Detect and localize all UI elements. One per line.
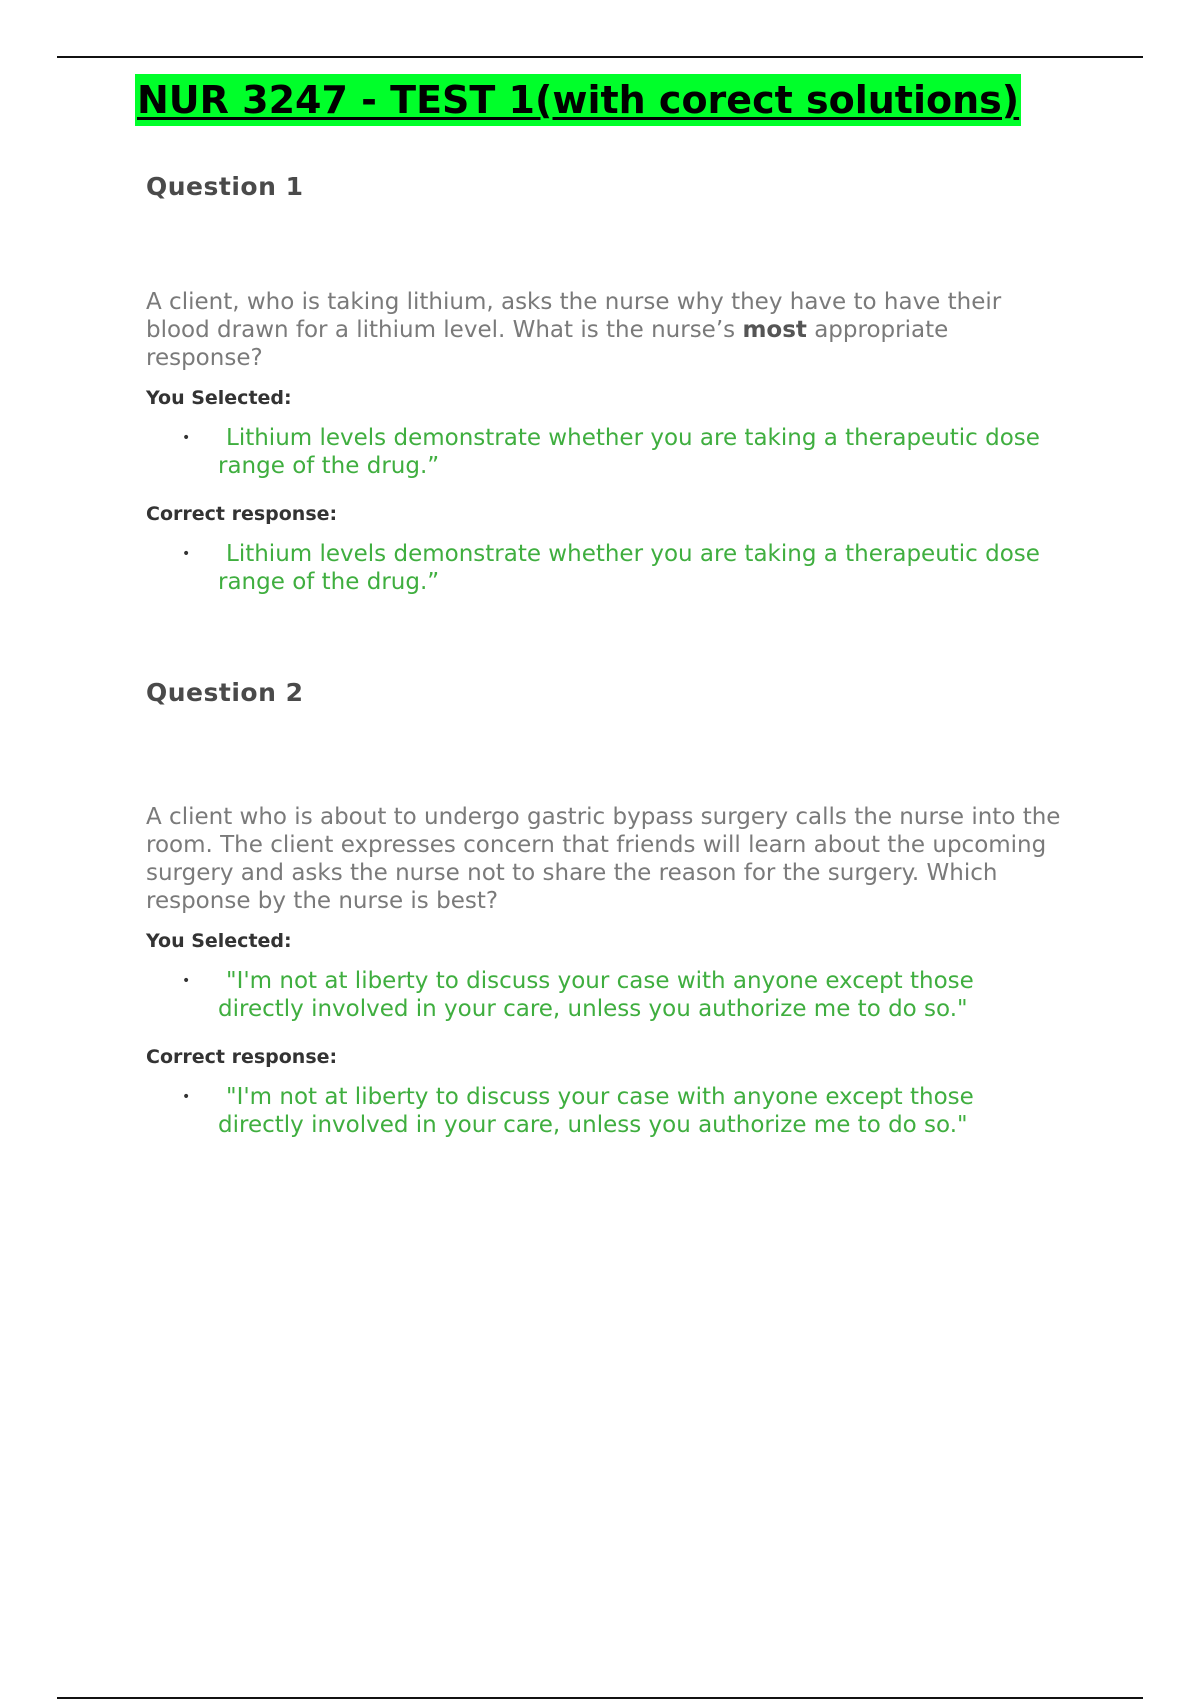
bottom-rule — [57, 1697, 1143, 1699]
top-rule — [57, 56, 1143, 58]
bullet-icon: • — [182, 973, 191, 989]
question-1-selected-label: You Selected: — [146, 387, 292, 409]
page-title: NUR 3247 - TEST 1(with corect solutions) — [135, 74, 1021, 126]
question-2-selected-label: You Selected: — [146, 930, 292, 952]
question-1-text-emphasis: most — [742, 317, 807, 343]
question-2 — [146, 676, 1096, 1139]
question-1 — [146, 170, 1096, 596]
question-1-text-part-1: A client, who is taking lithium, asks the nurse why they have to have their blood drawn for a lithium level. What is the nurse’s — [146, 289, 1002, 343]
bullet-icon: • — [182, 1089, 191, 1105]
title-container — [135, 74, 1021, 126]
question-1-selected-answer-row — [182, 424, 1096, 480]
question-2-correct-label: Correct response: — [146, 1046, 338, 1068]
question-1-selected-answer: Lithium levels demonstrate whether you are taking a therapeutic dose range of the drug.” — [218, 425, 1040, 479]
question-1-correct-answer: Lithium levels demonstrate whether you are taking a therapeutic dose range of the drug.” — [218, 541, 1040, 595]
bullet-icon: • — [182, 546, 191, 562]
question-2-correct-answer-row — [182, 1083, 1096, 1139]
question-1-heading: Question 1 — [146, 172, 304, 201]
question-2-selected-answer-row — [182, 967, 1096, 1023]
question-1-correct-answer-row — [182, 540, 1096, 596]
question-1-text — [146, 288, 1046, 372]
question-2-text: A client who is about to undergo gastric bypass surgery calls the nurse into the room. The client expresses concern that friends will learn about the upcoming surgery and asks the nurse not to share the reason for the surgery. Which response by the nurse is best? — [146, 804, 1061, 914]
question-1-text-part-2: appropriate response? — [146, 317, 949, 371]
question-1-correct-label: Correct response: — [146, 503, 338, 525]
question-2-heading: Question 2 — [146, 678, 304, 707]
question-2-selected-answer: "I'm not at liberty to discuss your case with anyone except those directly involved in your care, unless you authorize me to do so." — [218, 968, 974, 1022]
bullet-icon: • — [182, 430, 191, 446]
question-2-correct-answer: "I'm not at liberty to discuss your case with anyone except those directly involved in your care, unless you authorize me to do so." — [218, 1084, 974, 1138]
